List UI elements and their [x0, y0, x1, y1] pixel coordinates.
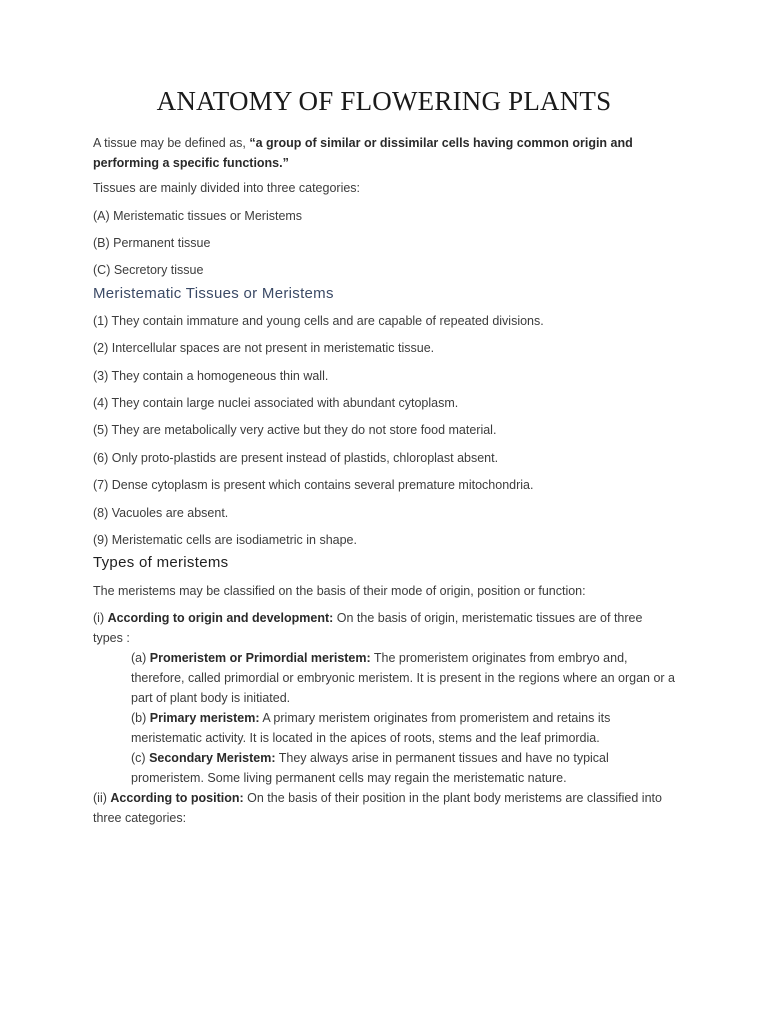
meristematic-point: (5) They are metabolically very active but they do not store food material. [93, 423, 497, 437]
category-item: (A) Meristematic tissues or Meristems [93, 209, 303, 223]
meristematic-point: (3) They contain a homogeneous thin wall. [93, 369, 329, 383]
meristematic-point: (8) Vacuoles are absent. [93, 506, 229, 520]
position-paragraph [93, 788, 673, 828]
categories-intro: Tissues are mainly divided into three categories: [93, 181, 361, 195]
intro-paragraph [93, 133, 673, 173]
position-label: According to position: [110, 791, 244, 805]
position-text: On the basis of their position in the plant body meristems are classified into three categories: [93, 791, 662, 825]
meristematic-heading: Meristematic Tissues or Meristems [93, 285, 334, 302]
meristematic-point: (2) Intercellular spaces are not present in meristematic tissue. [93, 341, 435, 355]
meristematic-point: (6) Only proto-plastids are present instead of plastids, chloroplast absent. [93, 451, 499, 465]
origin-type-text: They always arise in permanent tissues and have no typical promeristem. Some living permanent cells may regain the meristematic nature. [131, 751, 609, 785]
intro-prefix: A tissue may be defined as, [93, 136, 250, 150]
origin-type-label: Promeristem or Primordial meristem: [149, 651, 371, 665]
origin-type-promeristem [131, 648, 679, 708]
origin-type-label: Primary meristem: [149, 711, 260, 725]
origin-type-primary [131, 708, 679, 748]
meristematic-point: (1) They contain immature and young cells and are capable of repeated divisions. [93, 314, 544, 328]
meristematic-point: (4) They contain large nuclei associated with abundant cytoplasm. [93, 396, 459, 410]
meristematic-point: (9) Meristematic cells are isodiametric in shape. [93, 533, 357, 547]
origin-label: According to origin and development: [107, 611, 334, 625]
origin-text: On the basis of origin, meristematic tissues are of three types : [93, 611, 643, 645]
position-prefix: (ii) [93, 791, 111, 805]
origin-type-text: A primary meristem originates from promeristem and retains its meristematic activity. It is located in the apices of roots, stems and the leaf primordia. [131, 711, 611, 745]
intro-definition: “a group of similar or dissimilar cells having common origin and performing a specific functions.” [93, 136, 633, 170]
page-title: ANATOMY OF FLOWERING PLANTS [156, 86, 612, 116]
origin-type-secondary [131, 748, 679, 788]
origin-prefix: (i) [93, 611, 108, 625]
category-item: (C) Secretory tissue [93, 263, 204, 277]
types-intro: The meristems may be classified on the basis of their mode of origin, position or function: [93, 584, 586, 598]
origin-type-label: Secondary Meristem: [149, 751, 276, 765]
types-heading: Types of meristems [93, 554, 229, 571]
origin-type-prefix: (c) [131, 751, 150, 765]
origin-type-prefix: (a) [131, 651, 150, 665]
origin-paragraph [93, 608, 673, 648]
category-item: (B) Permanent tissue [93, 236, 211, 250]
origin-type-text: The promeristem originates from embryo and, therefore, called primordial or embryonic meristem. It is present in the regions where an organ or a part of plant body is initiated. [131, 651, 676, 705]
origin-type-prefix: (b) [131, 711, 150, 725]
meristematic-point: (7) Dense cytoplasm is present which contains several premature mitochondria. [93, 478, 534, 492]
